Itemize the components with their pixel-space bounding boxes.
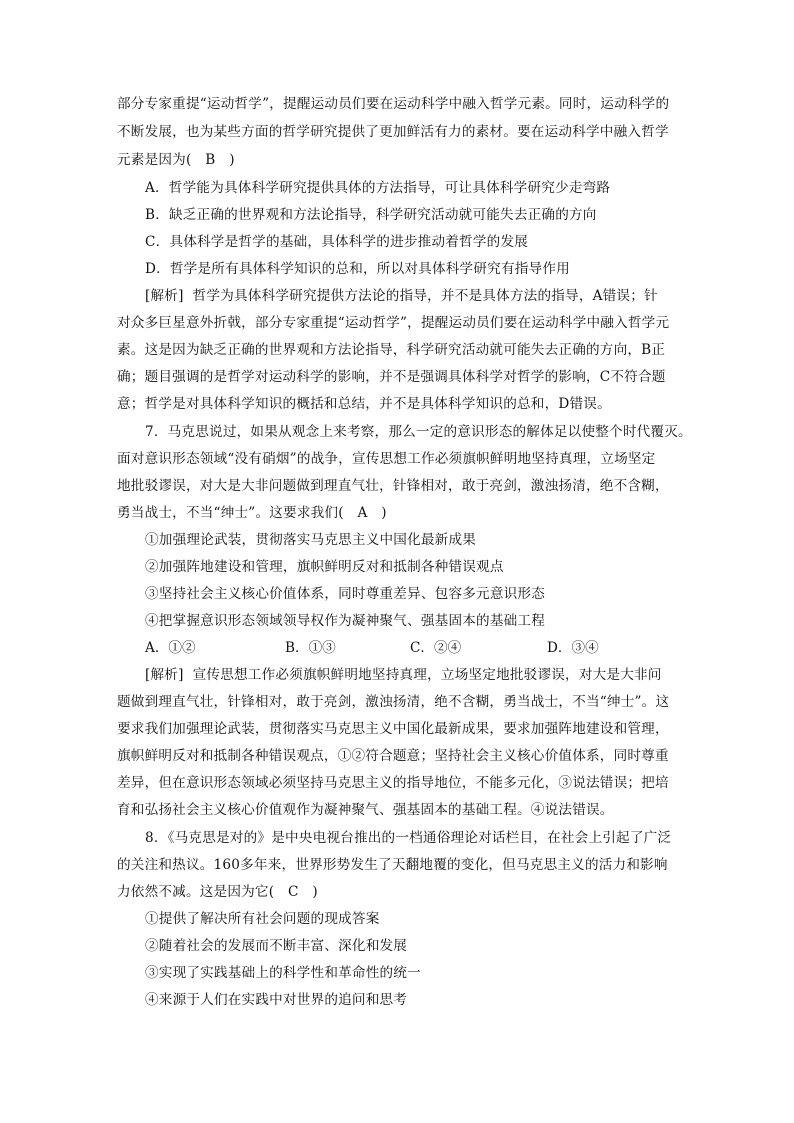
q7-choice-a: A．①② xyxy=(145,640,196,656)
q7-statement-4: ④把掌握意识形态领域领导权作为凝神聚气、强基固本的基础工程 xyxy=(145,613,546,629)
q8-statement-2: ②随着社会的发展而不断丰富、深化和发展 xyxy=(145,938,408,954)
q7-choice-c: C．②④ xyxy=(410,640,462,656)
q6-analysis-tag: [解析] xyxy=(145,288,184,304)
q6-analysis-line-4: 确；题目强调的是哲学对运动科学的影响，并不是强调具体科学对哲学的影响，C不符合题 xyxy=(117,369,666,385)
q6-stem-line-1: 部分专家重提“运动哲学”，提醒运动员们要在运动科学中融入哲学元素。同时，运动科学的 xyxy=(117,96,670,112)
q6-option-d: D．哲学是所有具体科学知识的总和，所以对具体科学研究有指导作用 xyxy=(145,261,570,277)
q7-stem-line-4: 勇当战士，不当“绅士”。这要求我们( A ) xyxy=(117,505,387,521)
q6-stem-line-2: 不断发展，也为某些方面的哲学研究提供了更加鲜活有力的素材。要在运动科学中融入哲学 xyxy=(117,124,669,140)
q7-choice-b: B．①③ xyxy=(285,640,336,656)
q7-stem-line-2: 面对意识形态领域“没有硝烟”的战争，宣传思想工作必须旗帜鲜明地坚持真理，立场坚定 xyxy=(117,451,656,467)
q7-analysis-line-2: 题做到理直气壮，针锋相对，敢于亮剑，激浊扬清，绝不含糊，勇当战士，不当“绅士”。这 xyxy=(117,694,670,710)
q8-statement-1: ①提供了解决所有社会问题的现成答案 xyxy=(145,911,380,927)
q7-analysis-line-6: 育和弘扬社会主义核心价值观作为凝神聚气、强基固本的基础工程。④说法错误。 xyxy=(117,802,614,818)
q7-analysis-tag: [解析] xyxy=(145,667,184,683)
q6-option-c: C．具体科学是哲学的基础，具体科学的进步推动着哲学的发展 xyxy=(145,234,529,250)
q6-stem-line-3: 元素是因为( B ) xyxy=(117,152,235,168)
q7-analysis-line-4: 旗帜鲜明反对和抵制各种错误观点，①②符合题意；坚持社会主义核心价值体系，同时尊重 xyxy=(117,748,669,764)
q7-stem-line-3: 地批驳谬误，对大是大非问题做到理直气壮，针锋相对，敢于亮剑，激浊扬清，绝不含糊， xyxy=(117,478,669,494)
q6-option-b: B．缺乏正确的世界观和方法论指导，科学研究活动就可能失去正确的方向 xyxy=(145,207,597,223)
q8-stem-line-2: 的关注和热议。160多年来，世界形势发生了天翻地覆的变化，但马克思主义的活力和影响 xyxy=(117,857,668,873)
q6-analysis-text-1: 哲学为具体科学研究提供方法论的指导，并不是具体方法的指导，A错误；针 xyxy=(192,288,658,304)
q8-stem-line-3: 力依然不减。这是因为它( C ) xyxy=(117,884,318,900)
q7-analysis-line-1 xyxy=(145,665,662,685)
q6-option-a: A．哲学能为具体科学研究提供具体的方法指导，可让具体科学研究少走弯路 xyxy=(145,180,611,196)
q6-analysis-line-3: 素。这是因为缺乏正确的世界观和方法论指导，科学研究活动就可能失去正确的方向，B正 xyxy=(117,342,666,358)
q7-analysis-text-1: 宣传思想工作必须旗帜鲜明地坚持真理，立场坚定地批驳谬误，对大是大非问 xyxy=(192,667,662,683)
q7-analysis-line-3: 要求我们加强理论武装，贯彻落实马克思主义中国化最新成果，要求加强阵地建设和管理， xyxy=(117,721,669,737)
q7-statement-1: ①加强理论武装，贯彻落实马克思主义中国化最新成果 xyxy=(145,532,477,548)
q7-statement-3: ③坚持社会主义核心价值体系，同时尊重差异、包容多元意识形态 xyxy=(145,586,546,602)
q7-choice-d: D．③④ xyxy=(547,640,599,656)
q7-analysis-line-5: 差异，但在意识形态领域必须坚持马克思主义的指导地位，不能多元化，③说法错误；把培 xyxy=(117,775,669,791)
q8-statement-3: ③实现了实践基础上的科学性和革命性的统一 xyxy=(145,965,421,981)
q8-stem-line-1: 8．《马克思是对的》是中央电视台推出的一档通俗理论对话栏目，在社会上引起了广泛 xyxy=(145,830,672,846)
q8-statement-4: ④来源于人们在实践中对世界的追问和思考 xyxy=(145,992,408,1008)
q7-stem-line-1: 7．马克思说过，如果从观念上来考察，那么一定的意识形态的解体足以使整个时代覆灭。 xyxy=(145,424,692,440)
q7-statement-2: ②加强阵地建设和管理，旗帜鲜明反对和抵制各种错误观点 xyxy=(145,559,504,575)
q6-analysis-line-5: 意；哲学是对具体科学知识的概括和总结，并不是具体科学知识的总和，D错误。 xyxy=(117,396,611,412)
q6-analysis-line-1 xyxy=(145,286,658,306)
q6-analysis-line-2: 对众多巨星意外折戟，部分专家重提“运动哲学”，提醒运动员们要在运动科学中融入哲学元 xyxy=(117,315,670,331)
